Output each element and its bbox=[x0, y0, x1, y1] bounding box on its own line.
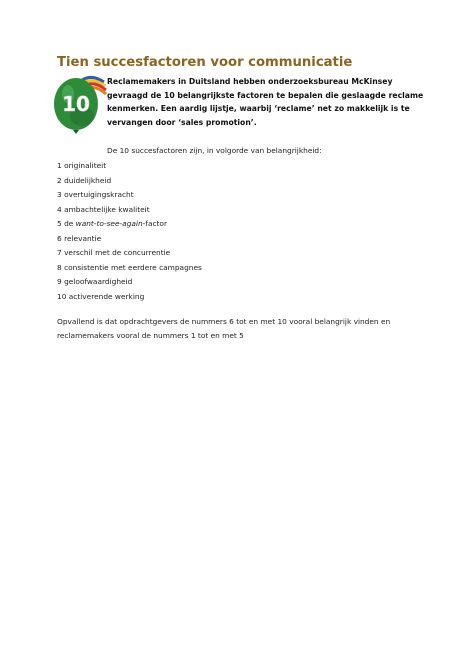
factor-item: 6 relevantie bbox=[57, 233, 102, 243]
page-title: Tien succesfactoren voor communicatie bbox=[57, 55, 353, 70]
factor-item: 4 ambachtelijke kwaliteit bbox=[57, 204, 150, 214]
factor-item: 7 verschil met de concurrentie bbox=[57, 248, 171, 257]
factor-item: 1 originaliteit bbox=[57, 161, 107, 170]
factor-item: 2 duidelijkheid bbox=[57, 175, 112, 185]
factor-item: 9 geloofwaardigheid bbox=[57, 277, 133, 286]
factor-item: 10 activerende werking bbox=[57, 291, 145, 301]
factor-item: 8 consistentie met eerdere campagnes bbox=[57, 262, 202, 272]
list-intro: De 10 succesfactoren zijn, in volgorde van belangrijkheid: bbox=[107, 146, 322, 155]
conclusion-paragraph: Opvallend is dat opdrachtgevers de nummers 6 tot en met 10 vooral belangrijk vinden en reclamemakers vooral de nummers 1 tot en met 5 bbox=[57, 317, 391, 340]
factor-list bbox=[57, 159, 202, 304]
factor-item: 5 de want-to-see-again-factor bbox=[57, 219, 167, 228]
balloon-10-image bbox=[52, 74, 108, 138]
intro-paragraph: Reclamemakers in Duitsland hebben onderzoeksbureau McKinsey gevraagd de 10 belangrijkste factoren te bepalen die geslaagde reclame kenmerken. Een aardig lijstje, waarbij ‘reclame’ net zo makkelijk is te vervangen door ‘sales promotion’. bbox=[107, 77, 424, 127]
balloon-number: 10 bbox=[62, 92, 90, 116]
factor-item: 3 overtuigingskracht bbox=[57, 190, 134, 199]
